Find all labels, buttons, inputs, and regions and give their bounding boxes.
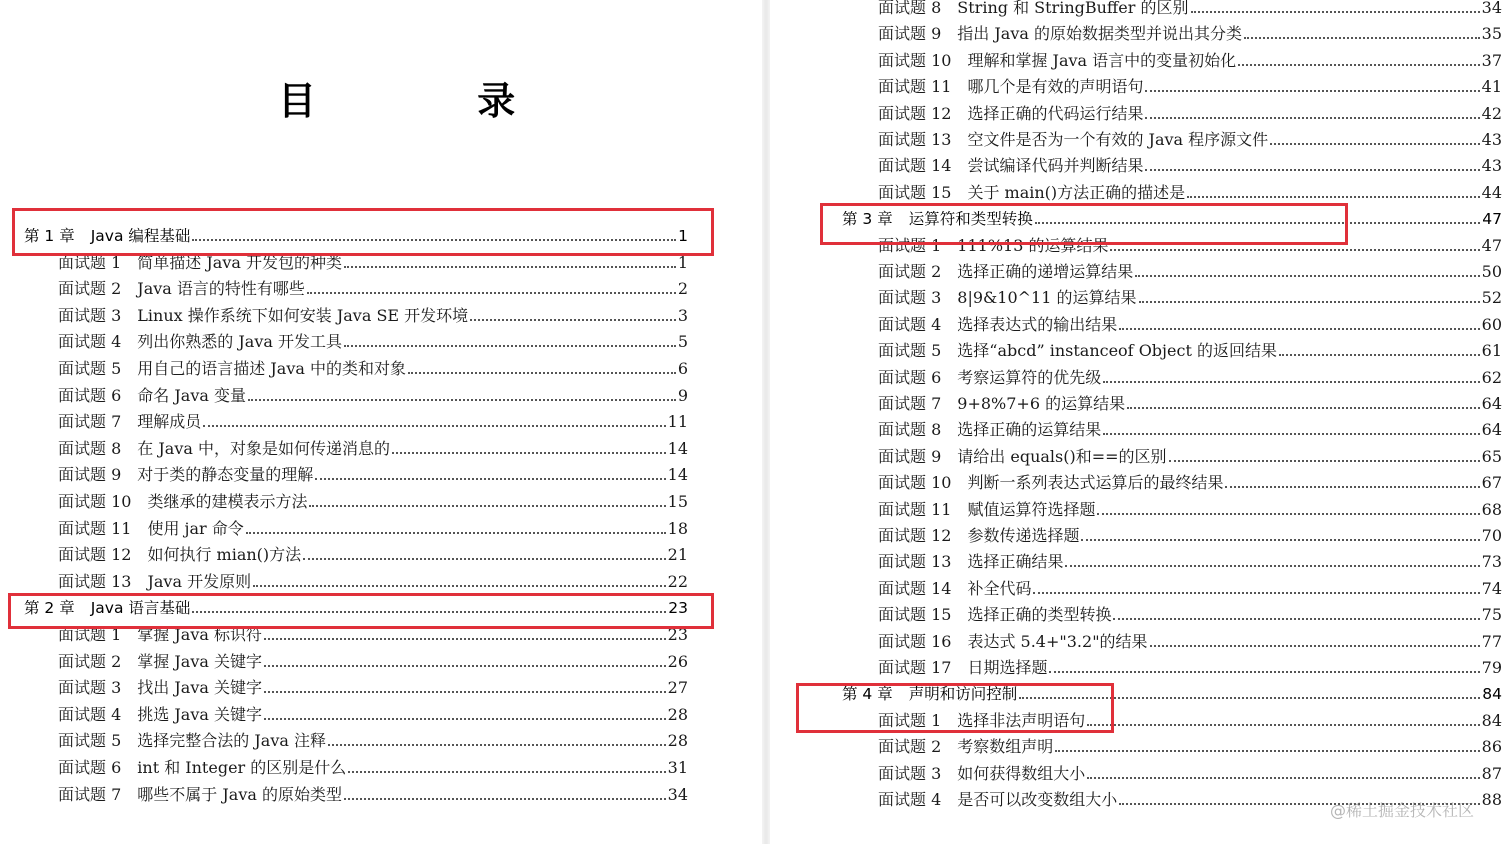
leader-dots bbox=[246, 532, 666, 534]
leader-dots bbox=[1103, 433, 1479, 435]
page-number: 9 bbox=[677, 385, 688, 405]
leader-dots bbox=[1113, 618, 1479, 620]
leader-dots bbox=[408, 372, 676, 374]
leader-dots bbox=[344, 266, 676, 268]
toc-entry bbox=[878, 520, 1502, 546]
leader-dots bbox=[1244, 37, 1480, 39]
question-title: 哪几个是有效的声明语句 bbox=[967, 77, 1144, 97]
question-title: 哪些不属于 Java 的原始类型 bbox=[137, 784, 342, 804]
question-title: 选择正确的递增运算结果 bbox=[957, 262, 1134, 281]
question-title: 111%13 的运算结果 bbox=[957, 235, 1109, 255]
leader-dots bbox=[264, 691, 666, 693]
toc-entry bbox=[58, 539, 688, 565]
question-number: 面试题 7 bbox=[878, 394, 942, 413]
question-number: 面试题 5 bbox=[58, 731, 122, 751]
question-number: 面试题 10 bbox=[878, 473, 952, 493]
question-number: 面试题 8 bbox=[878, 0, 942, 17]
leader-dots bbox=[1150, 645, 1480, 647]
question-number: 面试题 15 bbox=[878, 182, 952, 202]
leader-dots bbox=[1049, 671, 1479, 673]
question-number: 面试题 1 bbox=[58, 252, 122, 272]
question-title: 理解和掌握 Java 语言中的变量初始化 bbox=[967, 50, 1237, 70]
toc-entry bbox=[58, 752, 688, 778]
page-number: 11 bbox=[667, 412, 688, 432]
page-number: 15 bbox=[667, 492, 688, 511]
question-title: 列出你熟悉的 Java 开发工具 bbox=[137, 332, 342, 352]
toc-entry bbox=[58, 646, 688, 672]
question-number: 面试题 5 bbox=[58, 359, 122, 378]
question-title: 如何获得数组大小 bbox=[957, 763, 1086, 783]
page-number: 43 bbox=[1481, 130, 1502, 149]
page-number: 31 bbox=[667, 758, 688, 777]
question-number: 面试题 7 bbox=[58, 784, 122, 804]
leader-dots bbox=[1081, 539, 1479, 541]
page-number: 3 bbox=[677, 305, 688, 325]
page-number: 47 bbox=[1482, 210, 1502, 229]
question-number: 面试题 11 bbox=[878, 499, 952, 519]
toc-entry bbox=[878, 150, 1502, 176]
leader-dots bbox=[328, 744, 666, 746]
leader-dots bbox=[1033, 592, 1479, 594]
question-title: 使用 jar 命令 bbox=[147, 518, 244, 538]
question-title: 选择正确的运算结果 bbox=[957, 420, 1102, 440]
page-number: 61 bbox=[1481, 341, 1502, 361]
question-number: 面试题 12 bbox=[58, 545, 132, 565]
leader-dots bbox=[1055, 750, 1479, 752]
toc-entry bbox=[58, 273, 688, 299]
question-number: 面试题 2 bbox=[58, 651, 122, 671]
question-title: 找出 Java 关键字 bbox=[137, 678, 262, 698]
question-number: 面试题 8 bbox=[878, 420, 942, 440]
question-number: 面试题 1 bbox=[878, 710, 942, 730]
toc-entry bbox=[58, 433, 688, 459]
question-title: 掌握 Java 关键字 bbox=[137, 651, 262, 671]
chapter-number: 第 4 章 bbox=[842, 685, 893, 704]
leader-dots bbox=[1135, 275, 1479, 277]
question-number: 面试题 6 bbox=[58, 758, 122, 777]
leader-dots bbox=[1110, 249, 1479, 251]
question-title: 选择表达式的输出结果 bbox=[957, 314, 1118, 334]
page-number: 1 bbox=[678, 227, 688, 245]
chapter-4-highlight-box bbox=[796, 683, 1114, 733]
toc-entry bbox=[878, 282, 1502, 308]
question-title: 选择正确的代码运行结果 bbox=[967, 103, 1144, 123]
question-number: 面试题 6 bbox=[878, 367, 942, 387]
toc-entry bbox=[878, 573, 1502, 599]
question-title: 8|9&10^11 的运算结果 bbox=[957, 288, 1137, 308]
page-number: 86 bbox=[1481, 737, 1502, 757]
leader-dots bbox=[1087, 724, 1479, 726]
page-number: 44 bbox=[1481, 182, 1502, 202]
question-number: 面试题 12 bbox=[878, 526, 952, 545]
page-number: 88 bbox=[1481, 790, 1502, 809]
question-number: 面试题 4 bbox=[58, 332, 122, 352]
question-number: 面试题 4 bbox=[58, 704, 122, 724]
leader-dots bbox=[307, 292, 676, 294]
toc-entry bbox=[58, 699, 688, 725]
leader-dots bbox=[1145, 169, 1479, 171]
question-number: 面试题 17 bbox=[878, 658, 952, 677]
page-number: 87 bbox=[1481, 763, 1502, 783]
leader-dots bbox=[348, 771, 665, 773]
page-number: 50 bbox=[1481, 262, 1502, 281]
toc-entry bbox=[58, 459, 688, 485]
question-title: 在 Java 中，对象是如何传递消息的 bbox=[137, 438, 390, 458]
question-number: 面试题 4 bbox=[878, 314, 942, 334]
question-number: 面试题 1 bbox=[58, 625, 122, 644]
leader-dots bbox=[1225, 486, 1479, 488]
question-number: 面试题 5 bbox=[878, 341, 942, 361]
chapter-number: 第 3 章 bbox=[842, 210, 893, 229]
question-number: 面试题 9 bbox=[58, 465, 122, 485]
watermark-text: @稀土掘金技术社区 bbox=[1330, 801, 1475, 820]
leader-dots bbox=[264, 665, 666, 667]
page-number: 65 bbox=[1481, 446, 1502, 466]
toc-entry bbox=[878, 414, 1502, 440]
page-number: 64 bbox=[1481, 420, 1502, 440]
question-number: 面试题 2 bbox=[58, 279, 122, 299]
page-number: 64 bbox=[1481, 394, 1502, 413]
leader-dots bbox=[344, 345, 676, 347]
question-number: 面试题 8 bbox=[58, 438, 122, 458]
question-title: 空文件是否为一个有效的 Java 程序源文件 bbox=[967, 130, 1269, 149]
toc-entry bbox=[878, 467, 1502, 493]
question-title: int 和 Integer 的区别是什么 bbox=[137, 758, 347, 777]
page-number: 14 bbox=[667, 465, 688, 485]
toc-entry bbox=[58, 353, 688, 379]
toc-entry bbox=[58, 779, 688, 805]
toc-entry bbox=[878, 599, 1502, 625]
leader-dots bbox=[1065, 565, 1479, 567]
leader-dots bbox=[1127, 407, 1480, 409]
leader-dots bbox=[1279, 354, 1480, 356]
leader-dots bbox=[264, 718, 666, 720]
chapter-number: 第 2 章 bbox=[24, 599, 75, 618]
page-number: 84 bbox=[1482, 685, 1502, 704]
leader-dots bbox=[303, 558, 665, 560]
toc-entry bbox=[58, 513, 688, 539]
toc-entry bbox=[878, 731, 1502, 757]
question-number: 面试题 3 bbox=[58, 678, 122, 698]
leader-dots bbox=[264, 638, 666, 640]
question-title: 类继承的建模表示方法 bbox=[147, 492, 308, 511]
page-number: 62 bbox=[1481, 367, 1502, 387]
toc-entry bbox=[58, 326, 688, 352]
page-number: 77 bbox=[1481, 631, 1502, 651]
question-title: 判断一系列表达式运算后的最终结果 bbox=[967, 473, 1224, 493]
chapter-title: Java 编程基础 bbox=[90, 227, 191, 245]
question-number: 面试题 13 bbox=[878, 552, 952, 572]
question-title: 参数传递选择题 bbox=[967, 526, 1080, 545]
toc-title: 目 录 bbox=[278, 79, 590, 123]
question-number: 面试题 2 bbox=[878, 262, 942, 281]
leader-dots bbox=[1187, 196, 1479, 198]
page-number: 60 bbox=[1481, 314, 1502, 334]
page-number: 84 bbox=[1481, 710, 1502, 730]
toc-entry bbox=[878, 546, 1502, 572]
leader-dots bbox=[470, 319, 676, 321]
page-number: 14 bbox=[667, 438, 688, 458]
page-number: 34 bbox=[1481, 0, 1502, 17]
question-number: 面试题 16 bbox=[878, 631, 952, 651]
page-number: 22 bbox=[667, 571, 688, 591]
leader-dots bbox=[315, 478, 665, 480]
page-number: 70 bbox=[1481, 526, 1502, 545]
question-title: 补全代码 bbox=[967, 578, 1032, 598]
question-title: 挑选 Java 关键字 bbox=[137, 704, 262, 724]
question-number: 面试题 14 bbox=[878, 578, 952, 598]
page-number: 79 bbox=[1481, 658, 1502, 677]
leader-dots bbox=[1087, 777, 1479, 779]
page-number: 27 bbox=[667, 678, 688, 698]
leader-dots bbox=[248, 399, 676, 401]
question-title: 指出 Java 的原始数据类型并说出其分类 bbox=[957, 24, 1242, 44]
page-number: 37 bbox=[1481, 50, 1502, 70]
page-number: 73 bbox=[1481, 552, 1502, 572]
toc-entry bbox=[878, 758, 1502, 784]
toc-entry bbox=[878, 124, 1502, 150]
page-gutter bbox=[762, 0, 770, 844]
toc-entry bbox=[878, 71, 1502, 97]
chapter-number: 第 1 章 bbox=[24, 227, 75, 245]
toc-entry bbox=[878, 309, 1502, 335]
leader-dots bbox=[1238, 64, 1479, 66]
question-title: 关于 main()方法正确的描述是 bbox=[967, 182, 1186, 202]
toc-entry bbox=[58, 725, 688, 751]
question-title: 用自己的语言描述 Java 中的类和对象 bbox=[137, 359, 406, 378]
page-number: 21 bbox=[667, 545, 688, 565]
question-number: 面试题 13 bbox=[878, 130, 952, 149]
page-number: 26 bbox=[667, 651, 688, 671]
question-title: Java 开发原则 bbox=[147, 571, 252, 591]
question-number: 面试题 3 bbox=[878, 288, 942, 308]
page-number: 41 bbox=[1481, 77, 1502, 97]
question-title: 掌握 Java 标识符 bbox=[137, 625, 262, 644]
toc-entry bbox=[878, 494, 1502, 520]
question-number: 面试题 3 bbox=[878, 763, 942, 783]
question-title: Linux 操作系统下如何安装 Java SE 开发环境 bbox=[137, 305, 469, 325]
page-number: 28 bbox=[667, 704, 688, 724]
leader-dots bbox=[1191, 11, 1480, 13]
chapter-3-highlight-box bbox=[820, 203, 1348, 245]
question-title: 尝试编译代码并判断结果 bbox=[967, 156, 1144, 176]
page-number: 52 bbox=[1481, 288, 1502, 308]
leader-dots bbox=[309, 505, 665, 507]
question-title: String 和 StringBuffer 的区别 bbox=[957, 0, 1189, 17]
chapter-2-highlight-box bbox=[8, 593, 714, 629]
question-title: 日期选择题 bbox=[967, 658, 1048, 677]
chapter-title: Java 语言基础 bbox=[90, 599, 191, 618]
chapter-title: 声明和访问控制 bbox=[908, 685, 1018, 704]
leader-dots bbox=[253, 585, 666, 587]
toc-entry bbox=[878, 441, 1502, 467]
page-number: 2 bbox=[677, 279, 688, 299]
question-title: 9+8%7+6 的运算结果 bbox=[957, 394, 1126, 413]
page-number: 75 bbox=[1481, 605, 1502, 625]
question-number: 面试题 6 bbox=[58, 385, 122, 405]
leader-dots bbox=[1145, 90, 1479, 92]
page-number: 74 bbox=[1481, 578, 1502, 598]
leader-dots bbox=[1119, 328, 1479, 330]
question-title: 如何执行 mian()方法 bbox=[147, 545, 302, 565]
page-number: 42 bbox=[1481, 103, 1502, 123]
question-title: 考察运算符的优先级 bbox=[957, 367, 1102, 387]
leader-dots bbox=[1270, 143, 1479, 145]
toc-entry bbox=[878, 335, 1502, 361]
leader-dots bbox=[1097, 513, 1479, 515]
toc-entry bbox=[878, 652, 1502, 678]
leader-dots bbox=[1145, 117, 1479, 119]
toc-entry bbox=[878, 177, 1502, 203]
question-number: 面试题 9 bbox=[878, 446, 942, 466]
leader-dots bbox=[1169, 460, 1480, 462]
leader-dots bbox=[1139, 301, 1480, 303]
question-number: 面试题 14 bbox=[878, 156, 952, 176]
question-number: 面试题 9 bbox=[878, 24, 942, 44]
question-title: 赋值运算符选择题 bbox=[967, 499, 1096, 519]
toc-entry bbox=[58, 406, 688, 432]
toc-entry bbox=[878, 388, 1502, 414]
page-number: 47 bbox=[1481, 235, 1502, 255]
page-number: 1 bbox=[677, 252, 688, 272]
toc-entry bbox=[878, 362, 1502, 388]
chapter-1-highlight-box bbox=[12, 208, 714, 256]
question-number: 面试题 1 bbox=[878, 235, 942, 255]
question-number: 面试题 10 bbox=[58, 492, 132, 511]
question-number: 面试题 3 bbox=[58, 305, 122, 325]
toc-entry bbox=[878, 18, 1502, 44]
question-title: 选择“abcd” instanceof Object 的返回结果 bbox=[957, 341, 1277, 361]
toc-entry bbox=[58, 486, 688, 512]
toc-entry bbox=[878, 98, 1502, 124]
page-number: 68 bbox=[1481, 499, 1502, 519]
page-number: 23 bbox=[667, 625, 688, 644]
toc-entry bbox=[878, 256, 1502, 282]
toc-entry bbox=[58, 672, 688, 698]
question-title: 选择完整合法的 Java 注释 bbox=[137, 731, 326, 751]
question-title: Java 语言的特性有哪些 bbox=[137, 279, 305, 299]
toc-entry bbox=[878, 45, 1502, 71]
page-number: 5 bbox=[677, 332, 688, 352]
leader-dots bbox=[344, 798, 666, 800]
leader-dots bbox=[1103, 381, 1479, 383]
question-title: 理解成员 bbox=[137, 412, 202, 432]
question-number: 面试题 15 bbox=[878, 605, 952, 625]
question-title: 选择非法声明语句 bbox=[957, 710, 1086, 730]
page-number: 67 bbox=[1481, 473, 1502, 493]
question-title: 是否可以改变数组大小 bbox=[957, 790, 1118, 809]
page-number: 6 bbox=[677, 359, 688, 378]
toc-entry bbox=[58, 566, 688, 592]
question-title: 简单描述 Java 开发包的种类 bbox=[137, 252, 342, 272]
page-number: 43 bbox=[1481, 156, 1502, 176]
leader-dots bbox=[203, 425, 665, 427]
toc-entry bbox=[58, 300, 688, 326]
question-title: 选择正确结果 bbox=[967, 552, 1064, 572]
question-number: 面试题 11 bbox=[878, 77, 952, 97]
toc-entry bbox=[58, 380, 688, 406]
page-number: 34 bbox=[667, 784, 688, 804]
question-number: 面试题 4 bbox=[878, 790, 942, 809]
chapter-title: 运算符和类型转换 bbox=[908, 210, 1033, 229]
page-number: 35 bbox=[1481, 24, 1502, 44]
question-title: 表达式 5.4+"3.2"的结果 bbox=[967, 631, 1148, 651]
question-title: 考察数组声明 bbox=[957, 737, 1054, 757]
question-number: 面试题 7 bbox=[58, 412, 122, 432]
leader-dots bbox=[392, 452, 666, 454]
question-number: 面试题 10 bbox=[878, 50, 952, 70]
toc-entry bbox=[878, 626, 1502, 652]
question-title: 命名 Java 变量 bbox=[137, 385, 246, 405]
page-number: 18 bbox=[667, 518, 688, 538]
question-title: 对于类的静态变量的理解 bbox=[137, 465, 314, 485]
question-title: 请给出 equals()和==的区别 bbox=[957, 446, 1167, 466]
question-title: 选择正确的类型转换 bbox=[967, 605, 1112, 625]
question-number: 面试题 2 bbox=[878, 737, 942, 757]
question-number: 面试题 11 bbox=[58, 518, 132, 538]
page-number: 28 bbox=[667, 731, 688, 751]
question-number: 面试题 12 bbox=[878, 103, 952, 123]
toc-entry bbox=[878, 0, 1502, 18]
page-number: 23 bbox=[668, 599, 688, 618]
question-number: 面试题 13 bbox=[58, 571, 132, 591]
